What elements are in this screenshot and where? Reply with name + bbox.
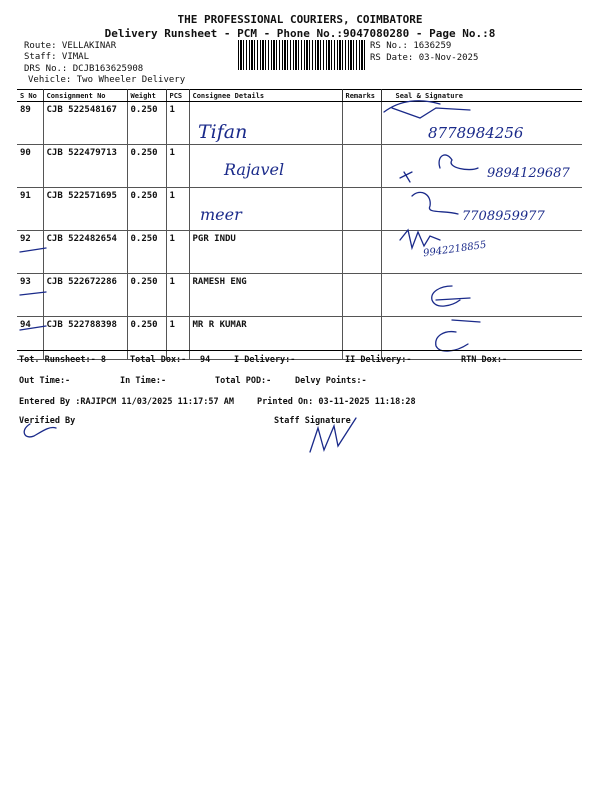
consignment-number: CJB 522788398 — [43, 317, 127, 360]
pcs: 1 — [166, 274, 189, 317]
pcs: 1 — [166, 317, 189, 360]
serial-number: 91 — [17, 188, 43, 231]
delvy-points: Delvy Points:- — [295, 376, 367, 386]
tot-runsheet: Tot. Runsheet:- 8 — [19, 355, 106, 365]
column-header: PCS — [166, 90, 189, 102]
out-time: Out Time:- — [19, 376, 71, 386]
pcs: 1 — [166, 231, 189, 274]
serial-number: 90 — [17, 145, 43, 188]
printed-on: Printed On: 03-11-2025 11:18:28 — [257, 397, 416, 407]
weight: 0.250 — [127, 317, 166, 360]
ii-delivery: II Delivery:- — [345, 355, 412, 365]
total-pod: Total POD:- — [215, 376, 272, 386]
serial-number: 89 — [17, 102, 43, 145]
staff-signature: Staff Signature — [274, 416, 351, 426]
consignee-details: MR R KUMAR — [189, 317, 342, 360]
signature-scribble — [400, 230, 440, 248]
drs-number: DRS No.: DCJB163625908 — [24, 64, 144, 74]
column-header: Remarks — [342, 90, 381, 102]
serial-number: 93 — [17, 274, 43, 317]
weight: 0.250 — [127, 102, 166, 145]
total-dox-label: Total Dox:- — [130, 355, 187, 365]
signature-scribble — [439, 155, 478, 170]
weight: 0.250 — [127, 274, 166, 317]
table-bottom-rule — [17, 350, 582, 351]
weight: 0.250 — [127, 145, 166, 188]
route-label: Route: VELLAKINAR — [24, 41, 117, 51]
consignment-number: CJB 522548167 — [43, 102, 127, 145]
margin-tick — [20, 248, 46, 330]
total-dox-value: 94 — [200, 355, 211, 365]
column-header: S No — [17, 90, 43, 102]
staff-label: Staff: VIMAL — [24, 52, 90, 62]
serial-number: 92 — [17, 231, 43, 274]
vehicle-label: Vehicle: Two Wheeler Delivery — [28, 75, 186, 85]
consignment-number: CJB 522672286 — [43, 274, 127, 317]
weight: 0.250 — [127, 188, 166, 231]
serial-number: 94 — [17, 317, 43, 360]
consignment-number: CJB 522482654 — [43, 231, 127, 274]
pcs: 1 — [166, 102, 189, 145]
company-title: THE PROFESSIONAL COURIERS, COIMBATORE — [177, 13, 423, 26]
i-delivery: I Delivery:- — [234, 355, 296, 365]
handwritten-phone: 9942218855 — [422, 239, 488, 260]
pcs: 1 — [166, 188, 189, 231]
signature-scribble — [452, 320, 480, 322]
handwritten-consignee: Rajavel — [224, 160, 285, 179]
rtn-dox: RTN Dox:- — [461, 355, 508, 365]
consignment-number: CJB 522479713 — [43, 145, 127, 188]
consignee-details: RAMESH ENG — [189, 274, 342, 317]
handwritten-phone: 8778984256 — [428, 124, 524, 142]
weight: 0.250 — [127, 231, 166, 274]
column-header: Consignment No — [43, 90, 127, 102]
pcs: 1 — [166, 145, 189, 188]
signature-scribble — [436, 298, 470, 300]
signature-scribble — [412, 192, 458, 214]
signature-scribble — [436, 332, 468, 351]
rs-date: RS Date: 03-Nov-2025 — [370, 53, 479, 63]
signature-scribble — [400, 172, 412, 182]
rs-number: RS No.: 1636259 — [370, 41, 452, 51]
consignment-number: CJB 522571695 — [43, 188, 127, 231]
handwritten-phone: 7708959977 — [462, 209, 545, 224]
consignee-details: PGR INDU — [189, 231, 342, 274]
handwritten-consignee: meer — [200, 205, 242, 224]
verified-by: Verified By — [19, 416, 76, 426]
entered-by: Entered By :RAJIPCM 11/03/2025 11:17:57 AM — [19, 397, 234, 407]
signature-scribble — [432, 286, 460, 306]
column-header: Weight — [127, 90, 166, 102]
signature-scribble — [384, 101, 470, 118]
column-header: Consignee Details — [189, 90, 342, 102]
handwritten-consignee: Tifan — [198, 121, 248, 143]
runsheet-subtitle: Delivery Runsheet - PCM - Phone No.:9047080280 - Page No.:8 — [104, 27, 496, 40]
handwritten-phone: 9894129687 — [487, 166, 570, 181]
in-time: In Time:- — [120, 376, 167, 386]
column-header: Seal & Signature — [381, 90, 582, 102]
